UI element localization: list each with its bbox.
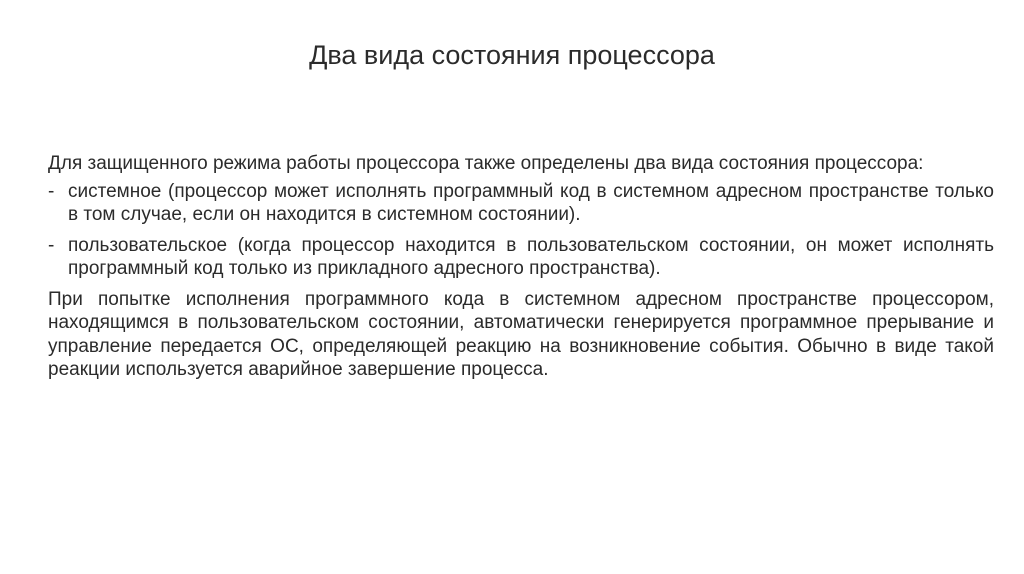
bullet-item-system xyxy=(48,180,994,227)
intro-paragraph: Для защищенного режима работы процессора также определены два вида состояния процессора: xyxy=(48,153,924,174)
conclusion-paragraph: При попытке исполнения программного кода в системном адресном пространстве процессором, находящимся в пользовательском состоянии, автоматически генерируется программное прерывание и управление передается ОС, определяющей реакцию на возникновение события. Обычно в виде такой реакции используется аварийное завершение процесса. xyxy=(48,288,994,380)
bullet-item-user xyxy=(48,234,994,281)
bullet-text: системное (процессор может исполнять программный код в системном адресном пространстве только в том случае, если он находится в системном состоянии). xyxy=(68,180,994,225)
slide-title: Два вида состояния процессора xyxy=(309,40,715,70)
slide-body xyxy=(48,152,994,382)
bullet-marker: - xyxy=(48,234,55,256)
bullet-text: пользовательское (когда процессор находится в пользовательском состоянии, он может исполнять программный код только из прикладного адресного пространства). xyxy=(68,234,994,279)
bullet-marker: - xyxy=(48,180,55,202)
